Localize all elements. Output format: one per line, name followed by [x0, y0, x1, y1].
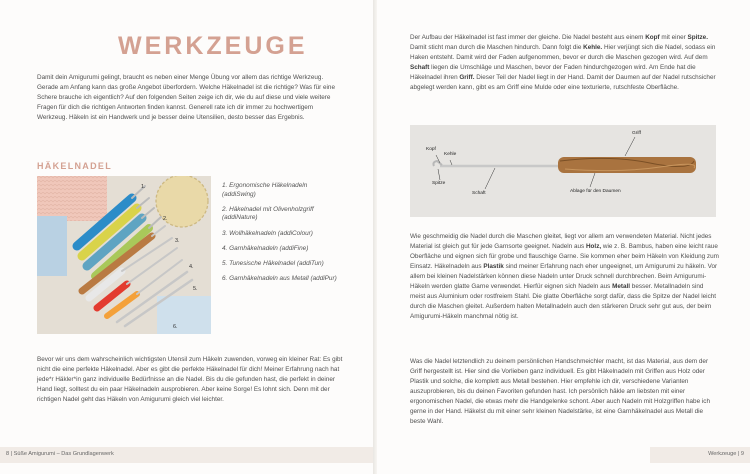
bold-term: Plastik	[483, 262, 504, 270]
text-run: mit einer	[659, 34, 688, 41]
bold-term: Kehle.	[583, 43, 603, 51]
legend-item: 2. Häkelnadel mit Olivenholzgriff (addiNature)	[222, 205, 314, 222]
footer-bar	[650, 447, 750, 463]
bold-term: Kopf	[645, 34, 660, 41]
label-schaft: Schaft	[472, 191, 486, 196]
text-run: wie z. B. Bambus, haben eine leicht raue Oberfläche und eignen sich für grobe und flauschige Garne. Sie kommen eher beim Häkeln von Kleidung zum Einsatz. Häkelnadeln aus	[410, 242, 719, 270]
text-run: Hier verjüngt sich die Nadel, sodass ein Haken entsteht. Damit wird der Faden aufgenommen, bevor er durch die Maschen gezogen wird. Auf dem	[410, 43, 716, 61]
legend-item: 6. Garnhäkelnadeln aus Metall (addiPur)	[222, 275, 337, 283]
photo-number: 4.	[189, 264, 194, 270]
text-run: sind meiner Erfahrung nach eher ungeeignet, um Amigurumi zu häkeln. Vor allem bei kleinen Nadelstärken können diese Nadeln unter Druck schnell durchbrechen. Beim Amigurumi-Häkeln werden glatte Garne verwendet. Hierfür eignen sich Nadeln aus	[410, 262, 718, 290]
grip-paragraph: Was die Nadel letztendlich zu deinem persönlichen Handschmeichler macht, ist das Material, aus dem der Griff hergestellt ist. Hier sind die Vorlieben ganz individuell. Es gibt Häkelnadeln mit Griffen aus Holz oder Plastik und solche, die komplett aus Metall bestehen. Hier empfehle ich dir, verschiedene Varianten auszuprobieren, bis du deinen Favoriten gefunden hast. Ich persönlich häkle am liebsten mit einer ergonomischen Nadel, die etwas mehr die Handgelenke schont. Aber auch Nadeln mit Holzgriffen habe ich gerne in der Hand. Häkelst du mit einer sehr kleinen Nadelstärke, ist eine Garnhäkelnadel aus Metall die beste Wahl.	[410, 358, 710, 425]
label-griff: Griff	[632, 131, 641, 136]
photo-legend	[222, 182, 342, 290]
text-run: Wie geschmeidig die Nadel durch die Maschen gleitet, liegt vor allem am verwendeten Material. Nicht jedes Material ist gleich gut für jede Garnsorte geeignet. Nadeln aus	[410, 233, 712, 250]
legend-item: 1. Ergonomische Häkelnadeln (addiSwing)	[222, 182, 308, 198]
crochet-hooks-photo	[37, 176, 211, 334]
legend-item: 3. Wollhäkelnadeln (addiColour)	[222, 229, 313, 237]
bold-term: Metall	[612, 282, 631, 290]
label-ablage: Ablage für den Daumen	[570, 189, 621, 194]
bold-term: Spitze.	[687, 34, 708, 41]
right-page	[377, 0, 750, 474]
hook-advice-paragraph: Bevor wir uns dem wahrscheinlich wichtigsten Utensil zum Häkeln zuwenden, vorweg ein kleiner Rat: Es gibt nicht die eine perfekte Häkelnadel. Aber es gibt die perfekte Häkelnadel für dich! Meiner Erfahrung nach hat jede*r Häkler*in ganz individuelle Bedürfnisse an die Nadel. Bis du die gefunden hast, die perfekt in deiner Hand liegt, solltest du ein paar Häkelnadeln ausprobieren. Aber keine Sorge! Es lohnt sich. Denn mit der richtigen Nadel geht das Häkeln von Amigurumi gleich viel leichter.	[37, 356, 343, 403]
photo-number: 5.	[193, 286, 198, 292]
photo-number: 3.	[175, 238, 180, 244]
footer-text: 8 | Süße Amigurumi – Das Grundlagenwerk	[6, 451, 114, 457]
label-kopf: Kopf	[426, 147, 436, 152]
bold-term: Griff.	[459, 73, 475, 81]
section-heading: HÄKELNADEL	[37, 161, 112, 171]
text-run: Dieser Teil der Nadel liegt in der Hand. Damit der Daumen auf der Nadel rutschsicher abgelegt werden kann, gibt es am Griff eine Mulde oder eine texturierte, rutschfeste Oberfläche.	[410, 73, 716, 91]
rich-paragraph	[410, 33, 720, 93]
legend-item: 4. Garnhäkelnadeln (addiFine)	[222, 244, 309, 252]
legend-item: 5. Tunesische Häkelnadel (addiTun)	[222, 259, 324, 267]
bold-term: Schaft	[410, 63, 430, 71]
text-run: besser. Metallnadeln sind meist aus Aluminium oder rostfreiem Stahl. Die glatte Oberfläche sorgt dafür, dass die Spitze der Nadel leicht durch die Maschen gleitet. Außerdem halten Metallnadeln auch den stärkeren Druck sehr gut aus, der beim Amigurumi-Häkeln manchmal nötig ist.	[410, 282, 717, 320]
intro-paragraph: Damit dein Amigurumi gelingt, braucht es neben einer Menge Übung vor allem das richtige Werkzeug. Gerade am Anfang kann das große Angebot überfordern. Welche Häkelnadel ist die richtige? Was für eine Schere brauche ich eigentlich? Auf den folgenden Seiten zeige ich dir, wie du auf diese und viele weitere Fragen für dich die richtigen Antworten finden kannst. Generell rate ich dir immer zu hochwertigem Werkzeug. Häkeln ist ein Handwerk und je besser deine Utensilien, desto besser das Ergebnis.	[37, 74, 335, 121]
label-spitze: Spitze	[432, 181, 446, 186]
photo-number: 6.	[173, 324, 178, 330]
hook-anatomy-illustration	[410, 125, 716, 217]
crochet-hooks-illustration	[37, 176, 211, 334]
text-run: Damit sticht man durch die Maschen hindurch. Dann folgt die	[410, 43, 584, 51]
label-kehle: Kehle	[444, 152, 457, 157]
material-paragraph	[410, 232, 720, 322]
hook-anatomy-photo	[410, 125, 716, 217]
footer-bar	[0, 447, 373, 463]
photo-number: 2.	[163, 216, 168, 222]
footer-text: Werkzeuge | 9	[708, 451, 744, 457]
hook-anatomy-paragraph	[410, 33, 720, 93]
rich-paragraph	[410, 232, 720, 322]
bold-term: Holz,	[585, 242, 602, 250]
photo-number: 1.	[141, 184, 146, 190]
text-run: Der Aufbau der Häkelnadel ist fast immer der gleiche. Die Nadel besteht aus einem	[410, 34, 646, 41]
left-page	[0, 0, 373, 474]
page-title: WERKZEUGE	[118, 32, 308, 60]
text-run: liegen die Umschläge und Maschen, bevor der Faden hindurchgezogen wird. Am Ende hat die Häkelnadel ihren	[410, 63, 696, 81]
